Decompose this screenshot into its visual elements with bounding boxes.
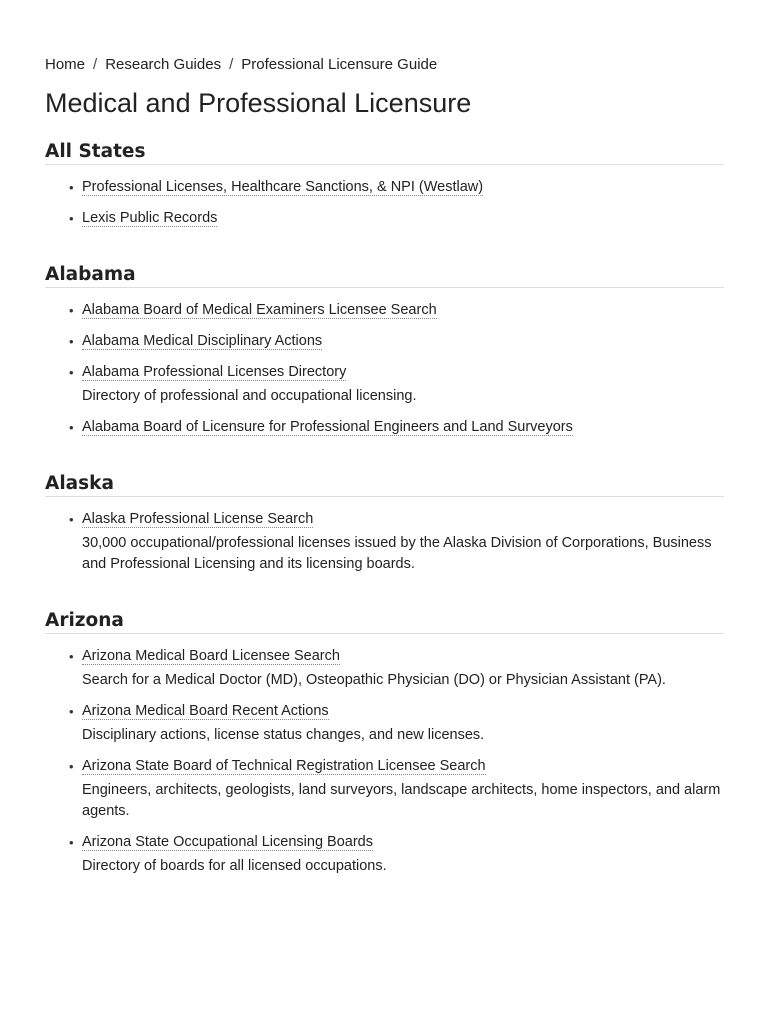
list-item xyxy=(82,362,724,407)
resource-link[interactable]: Arizona Medical Board Licensee Search xyxy=(82,648,340,664)
list-item xyxy=(82,208,724,229)
resource-link[interactable]: Alabama Board of Medical Examiners Licensee Search xyxy=(82,302,437,318)
list-item xyxy=(82,509,724,575)
breadcrumb-current: Professional Licensure Guide xyxy=(241,56,438,73)
resource-link[interactable]: Professional Licenses, Healthcare Sanctions, & NPI (Westlaw) xyxy=(82,179,484,195)
list-item xyxy=(82,300,724,321)
page-title: Medical and Professional Licensure xyxy=(45,88,472,118)
resource-link[interactable]: Arizona State Occupational Licensing Boards xyxy=(82,834,373,850)
sections-container xyxy=(45,140,724,911)
section-heading: All States xyxy=(45,140,724,165)
resource-link[interactable]: Alabama Medical Disciplinary Actions xyxy=(82,333,323,349)
section-heading: Alabama xyxy=(45,263,724,288)
section-all-states xyxy=(45,140,724,229)
list-item xyxy=(82,832,724,877)
resource-link[interactable]: Alabama Board of Licensure for Professional Engineers and Land Surveyors xyxy=(82,419,573,435)
breadcrumb-research-guides[interactable]: Research Guides xyxy=(105,56,222,73)
resource-description: Directory of boards for all licensed occupations. xyxy=(82,858,387,874)
list-item xyxy=(82,701,724,746)
section-heading: Arizona xyxy=(45,609,724,634)
link-list xyxy=(45,177,724,229)
breadcrumb-separator: / xyxy=(229,56,234,73)
breadcrumb-separator: / xyxy=(93,56,98,73)
resource-link[interactable]: Lexis Public Records xyxy=(82,210,218,226)
resource-link[interactable]: Alabama Professional Licenses Directory xyxy=(82,364,347,380)
section-heading: Alaska xyxy=(45,472,724,497)
resource-link[interactable]: Arizona State Board of Technical Registration Licensee Search xyxy=(82,758,486,774)
resource-description: 30,000 occupational/professional licenses issued by the Alaska Division of Corporations, Business and Professional Licensing and its licensing boards. xyxy=(82,535,712,572)
link-list xyxy=(45,509,724,575)
resource-description: Search for a Medical Doctor (MD), Osteopathic Physician (DO) or Physician Assistant (PA). xyxy=(82,672,666,688)
section-alaska xyxy=(45,472,724,575)
list-item xyxy=(82,646,724,691)
resource-description: Directory of professional and occupational licensing. xyxy=(82,388,417,404)
link-list xyxy=(45,300,724,438)
resource-description: Disciplinary actions, license status changes, and new licenses. xyxy=(82,727,485,743)
list-item xyxy=(82,417,724,438)
resource-link[interactable]: Alaska Professional License Search xyxy=(82,511,314,527)
section-alabama xyxy=(45,263,724,438)
breadcrumb xyxy=(45,56,437,73)
breadcrumb-home[interactable]: Home xyxy=(45,56,86,73)
section-arizona xyxy=(45,609,724,877)
resource-description: Engineers, architects, geologists, land surveyors, landscape architects, home inspectors, and alarm agents. xyxy=(82,782,721,819)
resource-link[interactable]: Arizona Medical Board Recent Actions xyxy=(82,703,329,719)
list-item xyxy=(82,331,724,352)
list-item xyxy=(82,756,724,822)
link-list xyxy=(45,646,724,877)
list-item xyxy=(82,177,724,198)
